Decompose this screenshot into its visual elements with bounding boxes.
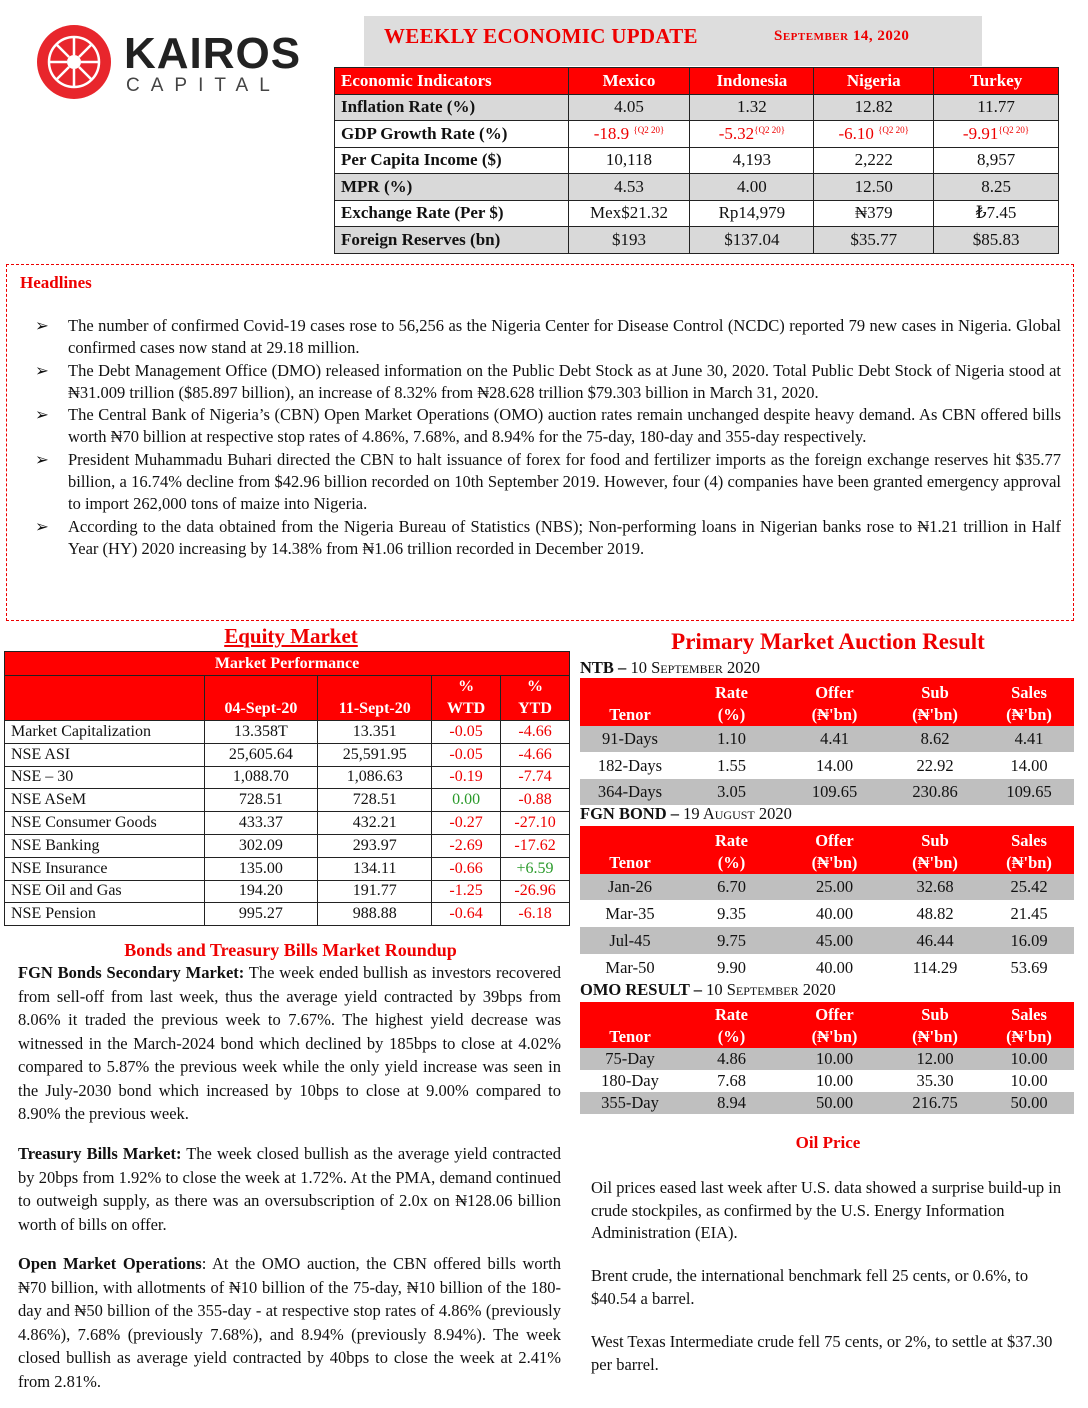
index-curr: 293.97: [318, 834, 432, 857]
equity-row: [5, 903, 570, 926]
index-wtd: -0.19: [432, 766, 501, 789]
header-indonesia: Indonesia: [690, 68, 814, 95]
index-curr: 432.21: [318, 812, 432, 835]
sales: 50.00: [984, 1092, 1074, 1114]
sales: 4.41: [984, 726, 1074, 752]
indicator-value: 8,957: [934, 147, 1059, 174]
equity-header-blank: [5, 676, 205, 721]
indicator-value: 10,118: [568, 147, 690, 174]
arrow-bullet-icon: ➢: [35, 449, 49, 469]
sub: 114.29: [912, 957, 958, 977]
offer: 10.00: [783, 1048, 886, 1070]
sub: 8.62: [886, 726, 984, 752]
header-sales: Sales (₦'bn): [984, 1002, 1074, 1048]
tenor: Jul-45: [580, 927, 680, 954]
header-turkey: Turkey: [934, 68, 1059, 95]
indicator-row-exchange: [335, 200, 1059, 227]
auction-header-row: [580, 678, 1074, 726]
index-prev: 25,605.64: [204, 743, 318, 766]
paragraph-heading: Treasury Bills Market:: [18, 1144, 182, 1163]
sales: 53.69: [1010, 957, 1048, 977]
paragraph-heading: FGN Bonds Secondary Market:: [18, 963, 245, 982]
indicator-row-per-capita: [335, 147, 1059, 174]
treasury-bills-paragraph: Treasury Bills Market: The week closed bullish as the average yield contracted by 20bps from 1.92% to close the week at 1.72%. At the PMA, demand continued to outweigh supply, as there was an oversubscription of 2.0x on ₦128.06 billion worth of bills on offer.: [18, 1144, 561, 1234]
equity-row: [5, 834, 570, 857]
header-rate: Rate (%): [680, 1002, 783, 1048]
fgn-bond-auction-table: [580, 826, 1074, 981]
sub: 216.75: [886, 1092, 984, 1114]
omo-paragraph: Open Market Operations: At the OMO auction, the CBN offered bills worth ₦70 billion, with allotments of ₦10 billion of the 75-day, ₦10 billion of the 180-day and ₦50 billion of the 355-day - at respective stop rates of 4.86% (previously 4.86%), 7.68% (previously 7.68%), and 8.94% (previously 8.94%). The week closed bullish as average yield contracted by 40bps to close the week at 2.41% from 2.81%.: [18, 1254, 561, 1391]
header-offer: Offer (₦'bn): [783, 678, 886, 726]
index-curr: 134.11: [318, 857, 432, 880]
rate: 1.10: [680, 726, 783, 752]
index-prev: 1,088.70: [204, 766, 318, 789]
rate: 9.75: [680, 927, 783, 954]
indicator-value: 12.82: [814, 94, 934, 121]
rate: 9.35: [717, 903, 746, 923]
indicator-label: Exchange Rate (Per $): [335, 200, 569, 227]
headlines-title: Headlines: [20, 273, 92, 292]
index-prev: 433.37: [204, 812, 318, 835]
index-wtd: 0.00: [432, 789, 501, 812]
equity-market-title: Equity Market: [224, 624, 358, 648]
indicator-label: Per Capita Income ($): [335, 147, 569, 174]
tenor: 364-Days: [580, 779, 680, 805]
auction-row: [580, 927, 1074, 954]
paragraph-heading: Open Market Operations: [18, 1254, 202, 1273]
index-ytd: -6.18: [501, 903, 570, 926]
quarter-note: {Q2 20}: [754, 124, 786, 135]
indicator-value: $35.77: [814, 227, 934, 254]
indicator-label: Foreign Reserves (bn): [335, 227, 569, 254]
equity-row: [5, 743, 570, 766]
indicator-value: $85.83: [934, 227, 1059, 254]
indicator-value: $137.04: [690, 227, 814, 254]
index-prev: 135.00: [204, 857, 318, 880]
report-date: September 14, 2020: [774, 28, 910, 44]
sales: 21.45: [1010, 903, 1048, 923]
index-prev: 13.358T: [204, 721, 318, 744]
arrow-bullet-icon: ➢: [35, 516, 49, 536]
index-name: NSE Banking: [5, 834, 205, 857]
indicator-value: 4,193: [690, 147, 814, 174]
header-date-prev: 04-Sept-20: [204, 676, 318, 721]
ntb-heading: NTB – 10 September 2020: [580, 658, 761, 677]
sub: 32.68: [886, 874, 984, 900]
sub: 35.30: [916, 1071, 954, 1090]
index-curr: 13.351: [318, 721, 432, 744]
fgn-bond-heading: FGN BOND – 19 August 2020: [580, 804, 792, 823]
index-prev: 194.20: [204, 880, 318, 903]
rate: 3.05: [680, 779, 783, 805]
rate: 6.70: [680, 874, 783, 900]
indicator-value: 1.32: [690, 94, 814, 121]
index-wtd: -0.05: [432, 743, 501, 766]
indicator-value: -18.9 $^{\{Q2 20\}}$: [568, 121, 690, 148]
equity-row: [5, 812, 570, 835]
index-name: NSE Pension: [5, 903, 205, 926]
auction-row: [580, 954, 1074, 981]
bonds-roundup-title: Bonds and Treasury Bills Market Roundup: [124, 940, 457, 960]
headlines-list: [35, 315, 1061, 560]
sales: 16.09: [984, 927, 1074, 954]
rate: 4.86: [680, 1048, 783, 1070]
economic-indicators-table: [334, 67, 1059, 254]
indicator-row-gdp: [335, 121, 1059, 148]
indicators-header-label: Economic Indicators: [335, 68, 569, 95]
quarter-note: {Q2 20}: [633, 124, 665, 135]
index-ytd: -4.66: [501, 721, 570, 744]
report-title: WEEKLY ECONOMIC UPDATE: [384, 24, 698, 48]
tenor: Jan-26: [580, 874, 680, 900]
equity-row: [5, 880, 570, 903]
header-mexico: Mexico: [568, 68, 690, 95]
sub: 12.00: [886, 1048, 984, 1070]
omo-auction-table: [580, 1002, 1074, 1114]
sales: 25.42: [984, 874, 1074, 900]
equity-row: [5, 721, 570, 744]
oil-paragraph: Brent crude, the international benchmark fell 25 cents, or 0.6%, to $40.54 a barrel.: [591, 1266, 1029, 1308]
indicator-value: 11.77: [934, 94, 1059, 121]
index-prev: 995.27: [204, 903, 318, 926]
equity-row: [5, 766, 570, 789]
rate: 7.68: [717, 1071, 746, 1090]
sales: 10.00: [1010, 1071, 1048, 1090]
headline-item: ➢ The number of confirmed Covid-19 cases rose to 56,256 as the Nigeria Center for Disease Control (NCDC) reported 79 new cases in Nigeria. Global confirmed cases now stand at 29.18 million.: [35, 316, 1061, 358]
auction-row: [580, 752, 1074, 779]
sales: 14.00: [1010, 755, 1048, 775]
offer: 10.00: [815, 1071, 854, 1090]
rate: 1.55: [717, 755, 746, 775]
indicator-value: 4.05: [568, 94, 690, 121]
indicator-value: $-9.91^{\{Q2 20\}}$: [934, 121, 1059, 148]
tenor: Mar-50: [605, 957, 655, 977]
index-curr: 728.51: [318, 789, 432, 812]
header-sub: Sub (₦'bn): [886, 1002, 984, 1048]
oil-paragraph: West Texas Intermediate crude fell 75 cents, or 2%, to settle at $37.30 per barrel.: [591, 1332, 1053, 1374]
indicator-value: $-5.32^{\{Q2 20\}}$: [690, 121, 814, 148]
headline-item: ➢ According to the data obtained from the Nigeria Bureau of Statistics (NBS); Non-performing loans in Nigerian banks rose to ₦1.21 trillion in Half Year (HY) 2020 increasing by 14.38% from ₦1.06 trillion recorded in December 2019.: [35, 516, 1061, 558]
index-name: NSE – 30: [5, 766, 205, 789]
indicator-value: 2,222: [814, 147, 934, 174]
header-date-curr: 11-Sept-20: [318, 676, 432, 721]
index-ytd: -0.88: [501, 789, 570, 812]
rate: 8.94: [680, 1092, 783, 1114]
header-rate: Rate (%): [680, 826, 783, 874]
header-tenor: Tenor: [580, 826, 680, 874]
rate: 9.90: [717, 957, 746, 977]
auction-row: [580, 1070, 1074, 1092]
header-sales: Sales (₦'bn): [984, 826, 1074, 874]
brand-name: KAIROS: [124, 29, 302, 78]
indicator-row-inflation: [335, 94, 1059, 121]
indicator-value: 12.50: [814, 174, 934, 201]
brand-subtitle: CAPITAL: [126, 75, 281, 96]
market-performance-title: Market Performance: [5, 652, 570, 676]
index-name: Market Capitalization: [5, 721, 205, 744]
index-prev: 302.09: [204, 834, 318, 857]
market-performance-row: [5, 652, 570, 676]
index-ytd: -4.66: [501, 743, 570, 766]
omo-result-heading: OMO RESULT – 10 September 2020: [580, 980, 836, 999]
index-name: NSE ASI: [5, 743, 205, 766]
header-nigeria: Nigeria: [814, 68, 934, 95]
index-ytd: -17.62: [501, 834, 570, 857]
index-wtd: -1.25: [432, 880, 501, 903]
index-ytd: +6.59: [501, 857, 570, 880]
arrow-bullet-icon: ➢: [35, 316, 49, 335]
company-logo: [36, 24, 326, 104]
index-curr: 1,086.63: [318, 766, 432, 789]
header-tenor: Tenor: [580, 678, 680, 726]
primary-market-title: Primary Market Auction Result: [671, 629, 985, 654]
oil-price-title: Oil Price: [795, 1133, 861, 1152]
index-name: NSE ASeM: [5, 789, 205, 812]
offer: 14.00: [815, 755, 854, 775]
index-wtd: -0.66: [432, 857, 501, 880]
header-sub: Sub (₦'bn): [886, 678, 984, 726]
arrow-bullet-icon: ➢: [35, 360, 49, 380]
offer: 25.00: [783, 874, 886, 900]
offer: 4.41: [783, 726, 886, 752]
offer: 40.00: [815, 957, 854, 977]
sales: 10.00: [984, 1048, 1074, 1070]
auction-row: [580, 874, 1074, 900]
auction-row: [580, 900, 1074, 927]
header-offer: Offer (₦'bn): [783, 1002, 886, 1048]
index-name: NSE Oil and Gas: [5, 880, 205, 903]
tenor: 75-Day: [580, 1048, 680, 1070]
index-curr: 25,591.95: [318, 743, 432, 766]
tenor: 91-Days: [580, 726, 680, 752]
index-wtd: -0.05: [432, 721, 501, 744]
header-sales: Sales (₦'bn): [984, 678, 1074, 726]
offer: 109.65: [783, 779, 886, 805]
offer: 45.00: [783, 927, 886, 954]
sub: 46.44: [886, 927, 984, 954]
sub: 22.92: [916, 755, 954, 775]
tenor: Mar-35: [605, 903, 655, 923]
header-offer: Offer (₦'bn): [783, 826, 886, 874]
fgn-bonds-paragraph: FGN Bonds Secondary Market: The week ended bullish as investors recovered from sell-off from last week, thus the average yield contracted by 39bps from 8.06% it traded the previous week to 7.67%. The highest yield decrease was witnessed in the March-2024 bond which declined by 185bps to close at 4.02% compared to 5.87% the previous week while the only yield increase was seen in the July-2030 bond which increased by 10bps to close at 9.00% compared to 8.90% the previous week.: [18, 963, 561, 1123]
ntb-auction-table: [580, 678, 1074, 805]
indicator-value: 8.25: [934, 174, 1059, 201]
kairos-emblem-icon: [36, 24, 112, 100]
header-wtd: % WTD: [432, 676, 501, 721]
indicator-row-reserves: [335, 227, 1059, 254]
quarter-note: {Q2 20}: [878, 124, 909, 135]
indicator-row-mpr: [335, 174, 1059, 201]
sub: 48.82: [916, 903, 954, 923]
report-title-band: [364, 16, 982, 66]
index-name: NSE Consumer Goods: [5, 812, 205, 835]
indicator-value: -6.10 $^{\{Q2 20\}}$: [814, 121, 934, 148]
sub: 230.86: [886, 779, 984, 805]
index-curr: 988.88: [318, 903, 432, 926]
indicator-label: Inflation Rate (%): [335, 94, 569, 121]
auction-row: [580, 1092, 1074, 1114]
sales: 109.65: [984, 779, 1074, 805]
offer: 50.00: [783, 1092, 886, 1114]
equity-header-row: [5, 676, 570, 721]
indicator-label: GDP Growth Rate (%): [335, 121, 569, 148]
headline-item: ➢ The Debt Management Office (DMO) released information on the Public Debt Stock as at June 30, 2020. Total Public Debt Stock of Nigeria stood at ₦31.009 trillion ($85.897 billion), an increase of 8.32% from ₦28.628 trillion $79.303 billion in March 31, 2020.: [35, 360, 1061, 402]
auction-header-row: [580, 1002, 1074, 1048]
tenor: 182-Days: [597, 755, 663, 775]
headline-item: ➢ President Muhammadu Buhari directed the CBN to halt issuance of forex for food and fertilizer imports as the foreign exchange reserves hit $35.77 billion, a 16.74% decline from $42.96 billion recorded on 10th September 2019. However, four (4) companies have been granted emergency approval to import 262,000 tons of maize into Nigeria.: [35, 449, 1061, 514]
header-rate: Rate (%): [680, 678, 783, 726]
index-ytd: -27.10: [501, 812, 570, 835]
equity-market-table: [4, 651, 570, 926]
equity-row: [5, 857, 570, 880]
index-name: NSE Insurance: [5, 857, 205, 880]
auction-row: [580, 1048, 1074, 1070]
indicator-value: Rp14,979: [690, 200, 814, 227]
equity-row: [5, 789, 570, 812]
indicator-value: $193: [568, 227, 690, 254]
headlines-box: [6, 264, 1074, 621]
header-ytd: % YTD: [501, 676, 570, 721]
auction-row: [580, 779, 1074, 805]
index-wtd: -0.64: [432, 903, 501, 926]
offer: 40.00: [815, 903, 854, 923]
auction-row: [580, 726, 1074, 752]
header-tenor: Tenor: [580, 1002, 680, 1048]
tenor: 355-Day: [580, 1092, 680, 1114]
index-ytd: -26.96: [501, 880, 570, 903]
index-prev: 728.51: [204, 789, 318, 812]
tenor: 180-Day: [601, 1071, 659, 1090]
arrow-bullet-icon: ➢: [35, 405, 49, 425]
indicator-value: Mex$21.32: [568, 200, 690, 227]
index-ytd: -7.74: [501, 766, 570, 789]
index-wtd: -2.69: [432, 834, 501, 857]
indicator-value: ₺7.45: [934, 200, 1059, 227]
indicator-value: 4.00: [690, 174, 814, 201]
auction-header-row: [580, 826, 1074, 874]
index-curr: 191.77: [318, 880, 432, 903]
quarter-note: {Q2 20}: [998, 124, 1030, 135]
index-wtd: -0.27: [432, 812, 501, 835]
indicator-label: MPR (%): [335, 174, 569, 201]
indicators-header-row: [335, 68, 1059, 95]
headline-item: ➢ The Central Bank of Nigeria’s (CBN) Open Market Operations (OMO) auction rates remain unchanged despite heavy demand. As CBN offered bills worth ₦70 billion at respective stop rates of 4.86%, 7.68%, and 8.94% for the 75-day, 180-day and 355-day respectively.: [35, 405, 1061, 447]
header-sub: Sub (₦'bn): [886, 826, 984, 874]
oil-paragraph: Oil prices eased last week after U.S. data showed a surprise build-up in crude stockpiles, as confirmed by the U.S. Energy Information Administration (EIA).: [591, 1178, 1062, 1242]
indicator-value: 4.53: [568, 174, 690, 201]
indicator-value: ₦379: [814, 200, 934, 227]
